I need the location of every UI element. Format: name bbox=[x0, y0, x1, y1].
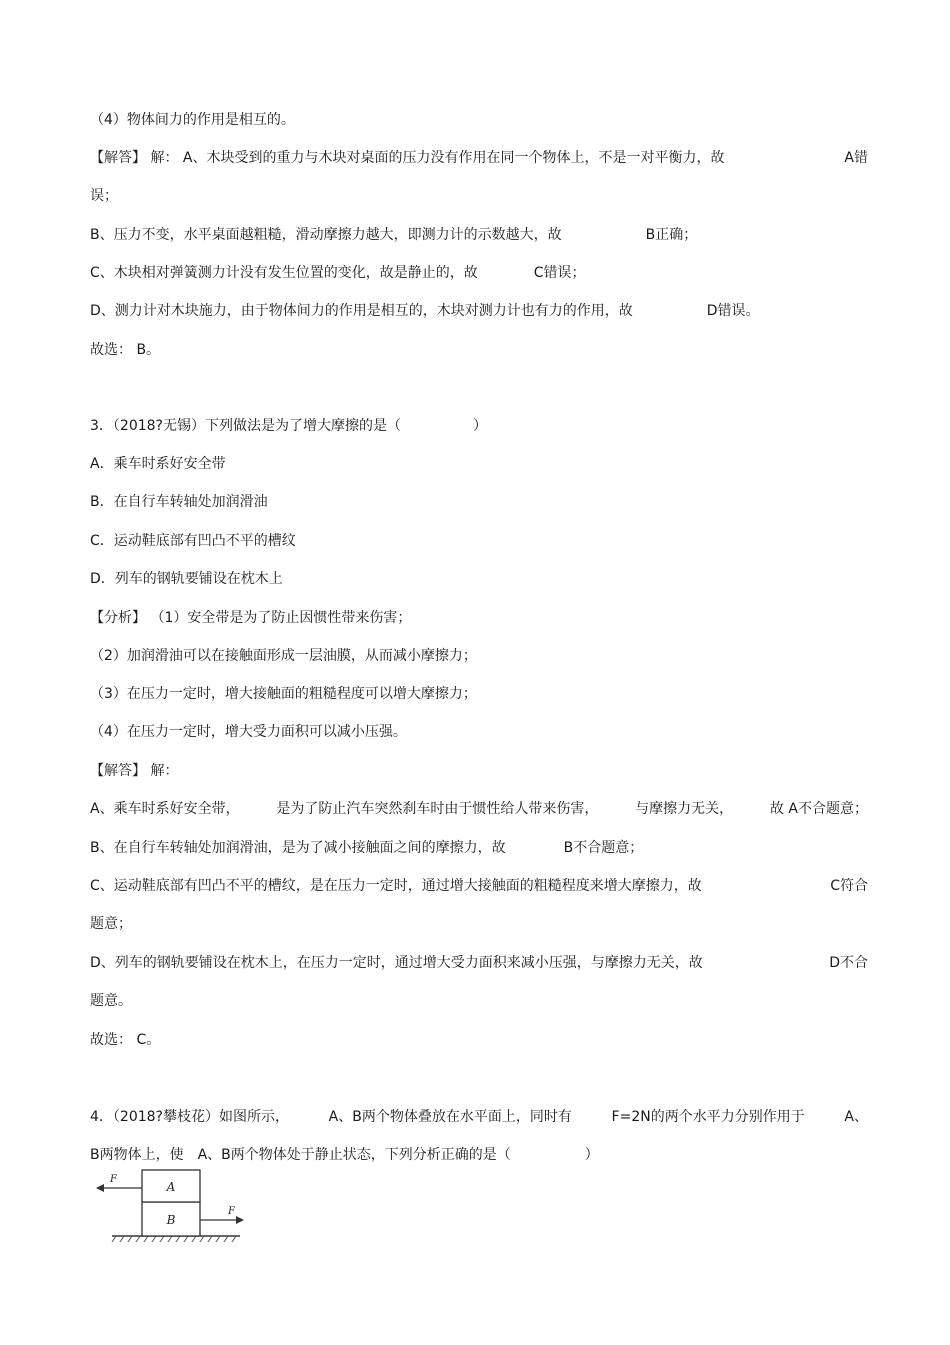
answer-b-verdict: B正确； bbox=[645, 227, 698, 243]
q3-stem bbox=[90, 416, 487, 436]
stacked-blocks-figure bbox=[92, 1166, 252, 1246]
answer-a-cont: 误； bbox=[90, 188, 118, 204]
q3-option-d: D．列车的钢轨要铺设在枕木上 bbox=[90, 571, 283, 587]
q3-answer-a-part3: 与摩擦力无关， bbox=[635, 801, 734, 817]
block-b-label: B bbox=[166, 1213, 176, 1227]
ground-hatching bbox=[112, 1236, 236, 1242]
force-arrow-right-head bbox=[236, 1216, 244, 1224]
answer-choice: 故选： B。 bbox=[90, 342, 161, 358]
q4-stem-line2 bbox=[90, 1145, 599, 1165]
q4-stem-part4: A、 bbox=[844, 1109, 868, 1125]
answer-b-line bbox=[90, 225, 697, 245]
q3-analysis-2: （2）加润滑油可以在接触面形成一层油膜，从而减小摩擦力； bbox=[90, 648, 477, 664]
answer-d-verdict: D错误。 bbox=[706, 303, 760, 319]
answer-c-verdict: C错误； bbox=[533, 265, 586, 281]
block-a-label: A bbox=[166, 1180, 176, 1194]
force-arrow-left-head bbox=[96, 1184, 104, 1192]
answer-c-line bbox=[90, 263, 586, 283]
q4-stem-part5: B两物体上，使 bbox=[90, 1147, 184, 1163]
q3-answer-d-verdict: D不合 bbox=[829, 955, 868, 971]
q3-option-a: A．乘车时系好安全带 bbox=[90, 456, 226, 472]
q3-analysis-4: （4）在压力一定时，增大受力面积可以减小压强。 bbox=[90, 724, 407, 740]
q3-stem-close: ） bbox=[472, 418, 487, 434]
q3-answer-d-cont: 题意。 bbox=[90, 993, 132, 1009]
q3-answer-b-text: B、在自行车转轴处加润滑油，是为了减小接触面之间的摩擦力，故 bbox=[90, 840, 506, 856]
q3-answer-b bbox=[90, 838, 643, 858]
q3-answer-a-part2: 是为了防止汽车突然刹车时由于惯性给人带来伤害， bbox=[276, 801, 599, 817]
q4-stem-line1 bbox=[90, 1107, 868, 1127]
q3-analysis-3: （3）在压力一定时，增大接触面的粗糙程度可以增大摩擦力； bbox=[90, 686, 477, 702]
q3-answer-c-verdict: C符合 bbox=[830, 878, 868, 894]
q3-answer-c bbox=[90, 876, 868, 896]
analysis-line-4: （4）物体间力的作用是相互的。 bbox=[90, 112, 295, 128]
q4-stem-part2: A、B两个物体叠放在水平面上，同时有 bbox=[328, 1109, 572, 1125]
q3-answer-a-part4: 故 A不合题意； bbox=[769, 801, 868, 817]
force-label-top: F bbox=[110, 1174, 117, 1185]
answer-d-text: D、测力计对木块施力，由于物体间力的作用是相互的，木块对测力计也有力的作用，故 bbox=[90, 303, 633, 319]
q4-stem-part1: 4．（2018?攀枝花）如图所示， bbox=[90, 1109, 289, 1125]
answer-b-text: B、压力不变，水平桌面越粗糙，滑动摩擦力越大，即测力计的示数越大，故 bbox=[90, 227, 562, 243]
answer-a-text: 【解答】 解： A、木块受到的重力与木块对桌面的压力没有作用在同一个物体上，不是一对平衡力，故 bbox=[90, 150, 725, 166]
q3-answer-a bbox=[90, 799, 868, 819]
force-label-bottom: F bbox=[228, 1206, 235, 1217]
q3-stem-text: 3．（2018?无锡）下列做法是为了增大摩擦的是（ bbox=[90, 418, 401, 434]
answer-a-line bbox=[90, 148, 868, 168]
q4-stem-part7: ） bbox=[584, 1147, 599, 1163]
q3-answer-a-part1: A、乘车时系好安全带， bbox=[90, 801, 240, 817]
q3-answer-d-text: D、列车的钢轨要铺设在枕木上，在压力一定时，通过增大受力面积来减小压强，与摩擦力无关，故 bbox=[90, 955, 703, 971]
answer-d-line bbox=[90, 301, 760, 321]
q3-choice: 故选： C。 bbox=[90, 1032, 161, 1048]
q3-option-b: B．在自行车转轴处加润滑油 bbox=[90, 494, 268, 510]
q4-stem-part6: A、B两个物体处于静止状态，下列分析正确的是（ bbox=[197, 1147, 511, 1163]
q3-answer-b-verdict: B不合题意； bbox=[563, 840, 644, 856]
q3-answer-head: 【解答】 解： bbox=[90, 763, 179, 779]
q3-analysis-1: 【分析】 （1）安全带是为了防止因惯性带来伤害； bbox=[90, 610, 412, 626]
answer-a-verdict: A错 bbox=[844, 150, 868, 166]
q3-option-c: C．运动鞋底部有凹凸不平的槽纹 bbox=[90, 533, 296, 549]
answer-c-text: C、木块相对弹簧测力计没有发生位置的变化，故是静止的，故 bbox=[90, 265, 478, 281]
q3-answer-c-text: C、运动鞋底部有凹凸不平的槽纹，是在压力一定时，通过增大接触面的粗糙程度来增大摩擦力，故 bbox=[90, 878, 702, 894]
q3-answer-d bbox=[90, 953, 868, 973]
q3-answer-c-cont: 题意； bbox=[90, 916, 132, 932]
q4-stem-part3: F=2N的两个水平力分别作用于 bbox=[611, 1109, 805, 1125]
